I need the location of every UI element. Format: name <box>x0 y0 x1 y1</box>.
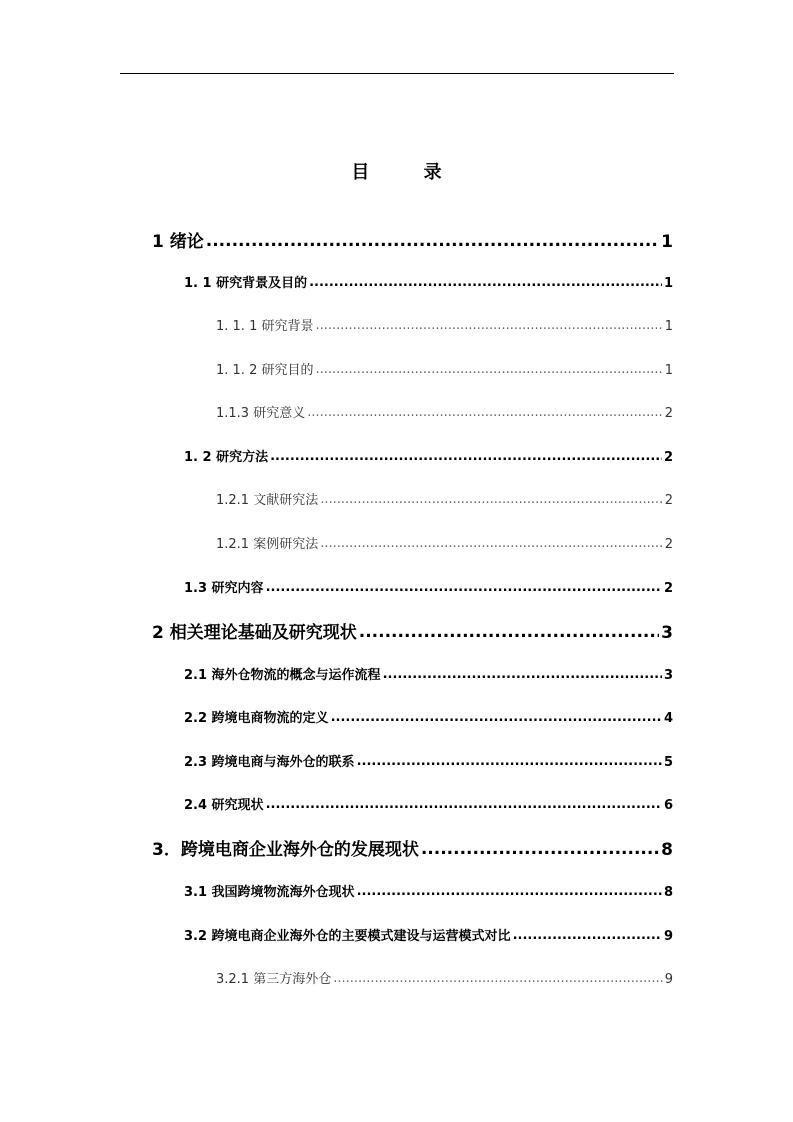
toc-entry-page: 5 <box>663 755 673 770</box>
toc-entry-page: 1 <box>664 319 673 334</box>
dot-leader <box>359 622 659 642</box>
toc-entry-label: 2.2 跨境电商物流的定义 <box>184 711 329 726</box>
toc-entry[interactable] <box>184 751 673 770</box>
toc-entry[interactable] <box>216 489 673 508</box>
dot-leader <box>315 318 662 333</box>
header-rule <box>120 73 674 74</box>
dot-leader <box>357 754 662 769</box>
dot-leader <box>315 362 662 377</box>
dot-leader <box>513 928 662 943</box>
dot-leader <box>331 710 662 725</box>
toc-entry[interactable] <box>216 359 673 378</box>
toc-entry[interactable] <box>216 968 673 987</box>
toc-title: 目 录 <box>351 162 466 183</box>
toc-entry-page: 1 <box>664 363 673 378</box>
dot-leader <box>266 580 662 595</box>
toc-entry-label: 1. 2 研究方法 <box>184 450 269 465</box>
toc-entry[interactable] <box>184 664 673 683</box>
toc-entry[interactable] <box>152 227 673 252</box>
toc-entry-page: 3 <box>663 668 673 683</box>
dot-leader <box>383 667 662 682</box>
toc-entry[interactable] <box>216 315 673 334</box>
toc-entry-page: 2 <box>663 450 673 465</box>
toc-entry-label: 2.4 研究现状 <box>184 798 264 813</box>
dot-leader <box>307 405 663 420</box>
toc-entry-label: 1 绪论 <box>152 232 204 252</box>
toc-entry-page: 8 <box>663 885 673 900</box>
toc-entry-page: 9 <box>663 929 673 944</box>
toc-entry-page: 2 <box>664 537 673 552</box>
toc-entry[interactable] <box>184 272 673 291</box>
toc-entry[interactable] <box>152 835 673 860</box>
toc-entry-label: 2.1 海外仓物流的概念与运作流程 <box>184 668 381 683</box>
toc-entry-label: 2 相关理论基础及研究现状 <box>152 623 357 643</box>
toc-entry[interactable] <box>184 925 673 944</box>
dot-leader <box>309 275 662 290</box>
toc-entry-label: 1.2.1 文献研究法 <box>216 493 319 508</box>
toc-entry-page: 1 <box>663 276 673 291</box>
dot-leader <box>421 839 659 859</box>
toc-entry-label: 3.1 我国跨境物流海外仓现状 <box>184 885 355 900</box>
toc-entry[interactable] <box>184 881 673 900</box>
toc-entry-page: 9 <box>664 972 673 987</box>
toc-entry-page: 2 <box>663 581 673 596</box>
toc-entry-label: 2.3 跨境电商与海外仓的联系 <box>184 755 355 770</box>
dot-leader <box>270 449 662 464</box>
dot-leader <box>357 884 662 899</box>
toc-entry-label: 1.2.1 案例研究法 <box>216 537 319 552</box>
dot-leader <box>206 231 659 251</box>
toc-entry-label: 1. 1. 1 研究背景 <box>216 319 314 334</box>
toc-entry-label: 3.2.1 第三方海外仓 <box>216 972 332 987</box>
toc-entry[interactable] <box>216 402 673 421</box>
toc-entry-label: 3.2 跨境电商企业海外仓的主要模式建设与运营模式对比 <box>184 929 511 944</box>
toc-entry-page: 8 <box>661 840 673 860</box>
toc-entry-page: 4 <box>663 711 673 726</box>
dot-leader <box>320 492 663 507</box>
toc-entry-label: 1. 1. 2 研究目的 <box>216 363 314 378</box>
toc-entry[interactable] <box>152 618 673 643</box>
toc-entry-label: 1. 1 研究背景及目的 <box>184 276 308 291</box>
toc-entry[interactable] <box>184 577 673 596</box>
toc-entry-page: 2 <box>664 493 673 508</box>
toc-entry[interactable] <box>184 446 673 465</box>
toc-entry[interactable] <box>184 707 673 726</box>
dot-leader <box>266 797 662 812</box>
toc-entry-label: 1.3 研究内容 <box>184 581 264 596</box>
toc-entry-label: 1.1.3 研究意义 <box>216 406 306 421</box>
dot-leader <box>320 536 663 551</box>
toc-entry-label: 3．跨境电商企业海外仓的发展现状 <box>152 840 419 860</box>
toc-entry[interactable] <box>216 533 673 552</box>
toc-entry-page: 1 <box>661 232 673 252</box>
toc-entry-page: 6 <box>663 798 673 813</box>
toc-entry-page: 3 <box>661 623 673 643</box>
toc-entry-page: 2 <box>664 406 673 421</box>
dot-leader <box>333 971 663 986</box>
toc-entry[interactable] <box>184 794 673 813</box>
